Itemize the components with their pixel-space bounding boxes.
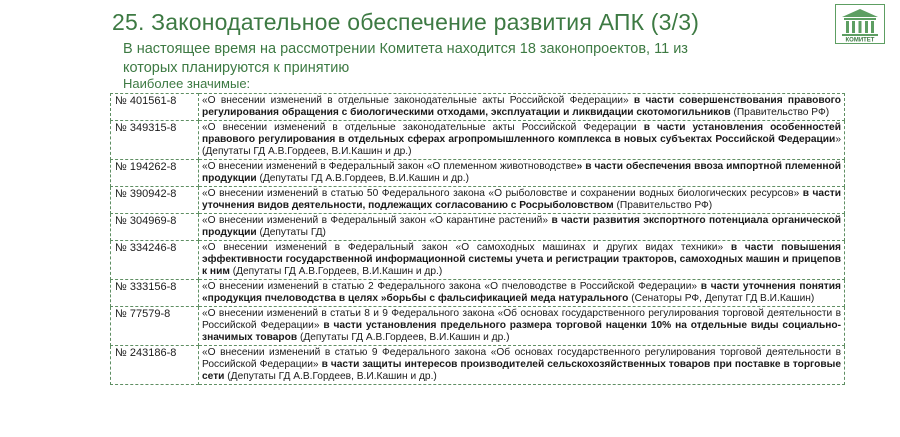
logo-text: КОМИТЕТ — [845, 37, 875, 43]
building-columns-icon — [836, 5, 884, 43]
bill-description — [199, 160, 845, 187]
bill-number: № 349315-8 — [111, 121, 199, 160]
bill-authors: (Правительство РФ) — [730, 107, 830, 118]
bill-row — [111, 187, 845, 214]
bill-description — [199, 121, 845, 160]
bill-number: № 194262-8 — [111, 160, 199, 187]
bill-row — [111, 346, 845, 385]
bill-number: № 333156-8 — [111, 280, 199, 307]
bill-description — [199, 241, 845, 280]
bill-subject: в части совершенствования правового регулирования обращения с биологическими отходами, эксплуатации и ликвидации скотомогильников — [202, 95, 841, 118]
bill-authors: (Правительство РФ) — [613, 200, 713, 211]
bill-subject: в части уточнения видов деятельности, подлежащих согласованию с Росрыболовством — [202, 188, 841, 211]
bill-description — [199, 94, 845, 121]
bill-description — [199, 346, 845, 385]
bill-authors: » (Депутаты ГД А.В.Гордеев, В.И.Кашин и др.) — [202, 134, 841, 157]
bill-authors: (Депутаты ГД) — [256, 227, 326, 238]
bill-title: «О внесении изменений в статью 9 Федерального закона «Об основах государственного регулирования торговой деятельности в Российской Федерации» — [202, 347, 841, 370]
bill-authors: (Сенаторы РФ, Депутат ГД В.И.Кашин) — [628, 293, 815, 304]
bill-number: № 243186-8 — [111, 346, 199, 385]
bill-authors: (Депутаты ГД А.В.Гордеев, В.И.Кашин и др.) — [297, 332, 510, 343]
bill-number: № 390942-8 — [111, 187, 199, 214]
bill-authors: (Депутаты ГД А.В.Гордеев, В.И.Кашин и др.) — [229, 266, 443, 277]
committee-logo — [835, 4, 885, 44]
bill-subject: в части установления предельного размера торговой наценки 10% на отдельные виды социально-значимых товаров — [202, 320, 841, 343]
bill-row — [111, 280, 845, 307]
bill-number: № 401561-8 — [111, 94, 199, 121]
bill-authors: (Депутаты ГД А.В.Гордеев, В.И.Кашин и др.) — [256, 173, 469, 184]
bill-subject: в части уточнения понятия «продукция пчеловодства в целях »борьбы с фальсификацией меда натурального — [202, 281, 841, 304]
bill-subject: в части защиты интересов производителей сельскохозяйственных товаров при поставке в торговые сети — [202, 359, 841, 382]
bill-title: «О внесении изменений в Федеральный закон «О карантине растений» — [202, 215, 552, 226]
bills-table — [110, 93, 845, 385]
slide-subtitle: В настоящее время на рассмотрении Комитета находится 18 законопроектов, 11 из которых планируются к принятию — [123, 41, 688, 76]
bill-title: «О внесении изменений в Федеральный закон «О самоходных машинах и других видах техники» — [202, 242, 731, 253]
bill-title: «О внесении изменений в статьи 8 и 9 Федерального закона «Об основах государственного регулирования торговой деятельности в Российской Федерации» — [202, 308, 841, 331]
bill-title: «О внесении изменений в отдельные законодательные акты Российской Федерации» — [202, 95, 634, 106]
bill-title: «О внесении изменений в отдельные законодательные акты Российской Федерации — [202, 122, 644, 133]
bill-number: № 304969-8 — [111, 214, 199, 241]
slide-title: 25. Законодательное обеспечение развития АПК (3/3) — [112, 9, 700, 35]
bill-row — [111, 121, 845, 160]
bill-title: «О внесении изменений в статью 2 Федерального закона «О пчеловодстве в Российской Федерации» — [202, 281, 701, 292]
bill-description — [199, 187, 845, 214]
notable-label: Наиболее значимые: — [123, 76, 251, 91]
bill-description — [199, 280, 845, 307]
bill-row — [111, 307, 845, 346]
bill-row — [111, 94, 845, 121]
bill-number: № 334246-8 — [111, 241, 199, 280]
bill-description — [199, 307, 845, 346]
bill-description — [199, 214, 845, 241]
bill-title: «О внесении изменений в статью 50 Федерального закона «О рыболовстве и сохранении водных биологических ресурсов» — [202, 188, 803, 199]
bill-subject: в части повышения эффективности государственной информационной системы учета и регистрации тракторов, самоходных машин и прицепов к ним — [202, 242, 842, 277]
bill-authors: (Депутаты ГД А.В.Гордеев, В.И.Кашин и др.) — [224, 371, 437, 382]
bill-row — [111, 160, 845, 187]
bill-row — [111, 214, 845, 241]
bill-number: № 77579-8 — [111, 307, 199, 346]
bill-row — [111, 241, 845, 280]
bill-subject: в части развития экспортного потенциала органической продукции — [202, 215, 841, 238]
bill-subject: » в части обеспечения ввоза импортной племенной продукции — [202, 161, 841, 184]
bill-title: «О внесении изменений в Федеральный закон «О племенном животноводстве — [202, 161, 577, 172]
bill-subject: в части установления особенностей правового регулирования в отдельных сферах агропромышленного комплекса в новых субъектах Российской Федерации — [202, 122, 841, 145]
